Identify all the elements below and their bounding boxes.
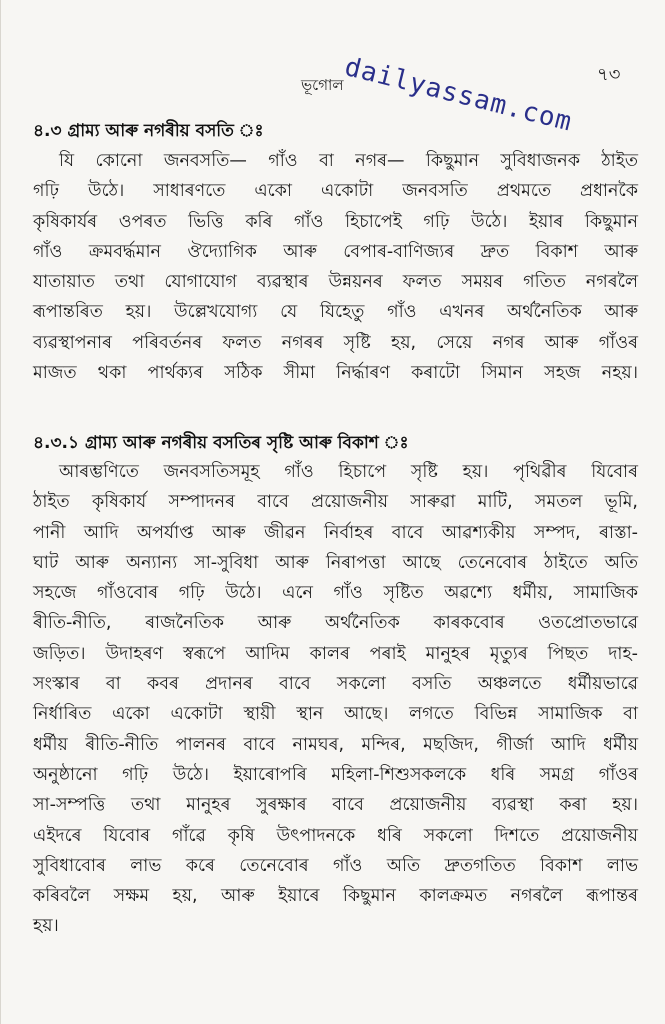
text-line: গঢ়ি উঠে। সাধাৰণতে একো একোটা জনবসতি প্ৰথমতে প্ৰধানকৈ bbox=[33, 181, 638, 202]
text-line: কৃষিকাৰ্যৰ ওপৰত ভিত্তি কৰি গাঁও হিচাপেই গঢ়ি উঠে। ইয়াৰ কিছুমান bbox=[33, 211, 638, 232]
text-line: সুবিধাবোৰ লাভ কৰে তেনেবোৰ গাঁও অতি দ্ৰুতগতিত বিকাশ লাভ bbox=[33, 855, 638, 876]
page-number: ৭৩ bbox=[597, 64, 621, 85]
text-line: নিৰ্ধাৰিত একো একোটা স্থায়ী স্থান আছে। লগতে বিভিন্ন সামাজিক বা bbox=[33, 704, 638, 725]
watermark-logo: dailyassam.com bbox=[341, 52, 576, 138]
text-line: মাজত থকা পাৰ্থক্যৰ সঠিক সীমা নিৰ্দ্ধাৰণ কৰাটো সিমান সহজ নহয়। bbox=[33, 363, 638, 384]
section-heading-4-3-1: ৪.৩.১ গ্ৰাম্য আৰু নগৰীয় বসতিৰ সৃষ্টি আৰু বিকাশ ঃ bbox=[33, 433, 409, 453]
text-line: পানী আদি অপৰ্যাপ্ত আৰু জীৱন নিৰ্বাহৰ বাবে আৱশ্যকীয় সম্পদ, ৰাস্তা- bbox=[33, 522, 638, 543]
section-heading-4-3: ৪.৩ গ্ৰাম্য আৰু নগৰীয় বসতি ঃ bbox=[33, 121, 264, 141]
text-line: ৰীতি-নীতি, ৰাজনৈতিক আৰু অৰ্থনৈতিক কাৰকবোৰ ওতপ্ৰোতভাৱে bbox=[33, 613, 638, 634]
text-line: যাতায়াত তথা যোগাযোগ ব্যৱস্থাৰ উন্নয়নৰ ফলত সময়ৰ গতিত নগৰলৈ bbox=[33, 272, 638, 293]
text-line: ঠাইত কৃষিকাৰ্য সম্পাদনৰ বাবে প্ৰয়োজনীয় সাৰুৱা মাটি, সমতল ভূমি, bbox=[33, 492, 638, 513]
running-header: ভূগোল bbox=[301, 76, 344, 94]
text-line: সংস্কাৰ বা কবৰ প্ৰদানৰ বাবে সকলো বসতি অঞ্চলতে ধৰ্মীয়ভাৱে bbox=[33, 674, 638, 695]
text-line: অনুষ্ঠানো গঢ়ি উঠে। ইয়াৰোপৰি মহিলা-শিশুসকলকে ধৰি সমগ্ৰ গাঁওৰ bbox=[33, 764, 638, 785]
text-line: হয়। bbox=[33, 916, 59, 937]
paragraph-origin-development bbox=[33, 457, 638, 942]
text-line: যি কোনো জনবসতি— গাঁও বা নগৰ— কিছুমান সুবিধাজনক ঠাইত bbox=[59, 151, 638, 171]
text-line: এইদৰে যিবোৰ গাঁৱে কৃষি উৎপাদনকে ধৰি সকলো দিশতে প্ৰয়োজনীয় bbox=[33, 825, 638, 846]
text-line: জড়িত। উদাহৰণ স্বৰূপে আদিম কালৰ পৰাই মানুহৰ মৃত্যুৰ পিছত দাহ- bbox=[33, 643, 638, 664]
text-line: ঘাট আৰু অন্যান্য সা-সুবিধা আৰু নিৰাপত্তা আছে তেনেবোৰ ঠাইতে অতি bbox=[33, 552, 638, 573]
text-line: ধৰ্মীয় ৰীতি-নীতি পালনৰ বাবে নামঘৰ, মন্দিৰ, মছজিদ, গীৰ্জা আদি ধৰ্মীয় bbox=[33, 734, 638, 755]
text-line: সা-সম্পত্তি তথা মানুহৰ সুৰক্ষাৰ বাবে প্ৰয়োজনীয় ব্যৱস্থা কৰা হয়। bbox=[33, 795, 638, 816]
paragraph-settlements bbox=[33, 146, 638, 388]
text-line: গাঁও ক্ৰমবৰ্দ্ধমান ঔদ্যোগিক আৰু বেপাৰ-বাণিজ্যৰ দ্ৰুত বিকাশ আৰু bbox=[33, 241, 638, 262]
text-line: ব্যৱস্থাপনাৰ পৰিবৰ্তনৰ ফলত নগৰৰ সৃষ্টি হয়, সেয়ে নগৰ আৰু গাঁওৰ bbox=[33, 332, 638, 353]
text-line: ৰূপান্তৰিত হয়। উল্লেখযোগ্য যে যিহেতু গাঁও এখনৰ অৰ্থনৈতিক আৰু bbox=[33, 302, 638, 323]
text-line: আৰম্ভণিতে জনবসতিসমূহ গাঁও হিচাপে সৃষ্টি হয়। পৃথিৱীৰ যিবোৰ bbox=[59, 462, 638, 482]
text-line: কৰিবলৈ সক্ষম হয়, আৰু ইয়াৰে কিছুমান কালক্ৰমত নগৰলৈ ৰূপান্তৰ bbox=[33, 886, 638, 907]
text-line: সহজে গাঁওবোৰ গঢ়ি উঠে। এনে গাঁও সৃষ্টিত অৱশ্যে ধৰ্মীয়, সামাজিক bbox=[33, 583, 638, 604]
